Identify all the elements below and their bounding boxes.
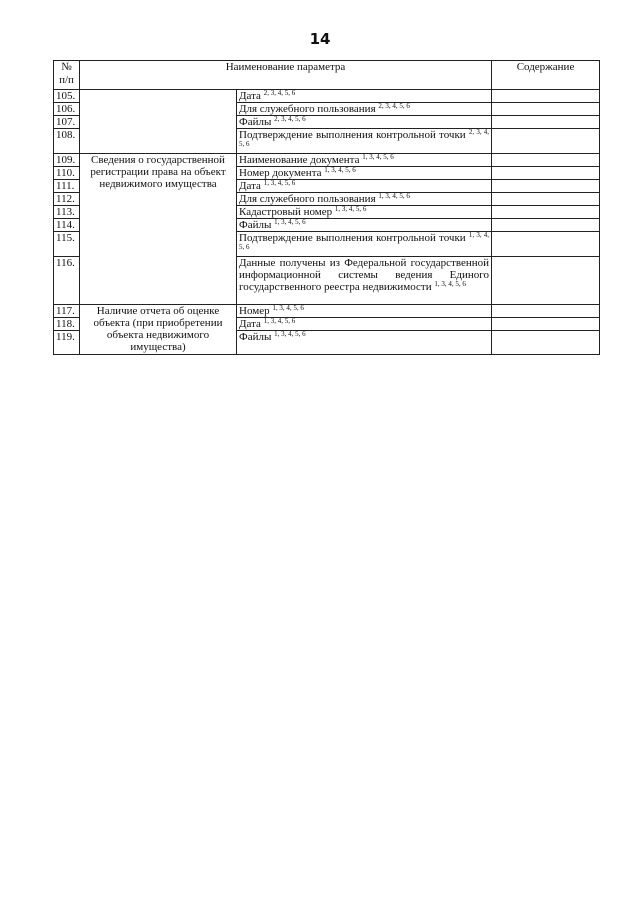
group-label: Наличие отчета об оценке объекта (при приобретении объекта недвижимого имущества) <box>80 305 237 355</box>
row-content <box>492 257 600 305</box>
table-row <box>54 154 600 167</box>
row-footnote: 2, 3, 4, 5, 6 <box>263 89 296 97</box>
row-footnote: 1, 3, 4, 5, 6 <box>378 192 410 200</box>
row-footnote: 1, 3, 4, 5, 6 <box>263 317 296 325</box>
row-footnote: 1, 3, 4, 5, 6 <box>272 304 304 312</box>
row-param: Для служебного пользования $^{1, 3, 4, 5, 6}$ <box>237 193 492 206</box>
row-content <box>492 154 600 167</box>
row-content <box>492 180 600 193</box>
row-footnote: 1, 3, 4, 5, 6 <box>362 153 394 161</box>
row-param: Файлы $^{1, 3, 4, 5, 6}$ <box>237 331 492 355</box>
row-footnote: 1, 3, 4, 5, 6 <box>434 280 466 288</box>
row-num: 108. <box>54 129 80 154</box>
row-num: 112. <box>54 193 80 206</box>
row-param: Файлы $^{1, 3, 4, 5, 6}$ <box>237 219 492 232</box>
row-content <box>492 167 600 180</box>
row-num: 109. <box>54 154 80 167</box>
row-content <box>492 193 600 206</box>
row-param: Подтверждение выполнения контрольной точки $^{1, 3, 4, 5, 6}$ <box>237 232 492 257</box>
row-num: 110. <box>54 167 80 180</box>
row-footnote: 2, 3, 4, 5, 6 <box>239 128 490 148</box>
row-footnote: 1, 3, 4, 5, 6 <box>263 179 296 187</box>
parameters-table <box>53 60 600 355</box>
header-name: Наименование параметра <box>80 61 492 90</box>
row-param: Файлы $^{2, 3, 4, 5, 6}$ <box>237 116 492 129</box>
row-content <box>492 219 600 232</box>
row-content <box>492 103 600 116</box>
row-num: 115. <box>54 232 80 257</box>
row-content <box>492 232 600 257</box>
row-num: 114. <box>54 219 80 232</box>
row-param: Дата $^{2, 3, 4, 5, 6}$ <box>237 90 492 103</box>
row-content <box>492 90 600 103</box>
row-num: 106. <box>54 103 80 116</box>
group-label: Сведения о государственной регистрации права на объект недвижимого имущества <box>80 154 237 305</box>
table-row <box>54 90 600 103</box>
row-footnote: 1, 3, 4, 5, 6 <box>274 330 306 338</box>
row-param: Номер документа $^{1, 3, 4, 5, 6}$ <box>237 167 492 180</box>
row-content <box>492 116 600 129</box>
row-footnote: 1, 3, 4, 5, 6 <box>334 205 367 213</box>
row-num: 118. <box>54 318 80 331</box>
row-param: Для служебного пользования $^{2, 3, 4, 5, 6}$ <box>237 103 492 116</box>
row-param: Дата $^{1, 3, 4, 5, 6}$ <box>237 180 492 193</box>
row-param: Подтверждение выполнения контрольной точки $^{2, 3, 4, 5, 6}$ <box>237 129 492 154</box>
row-param: Кадастровый номер $^{1, 3, 4, 5, 6}$ <box>237 206 492 219</box>
row-num: 105. <box>54 90 80 103</box>
header-num: № п/п <box>54 61 80 90</box>
row-num: 113. <box>54 206 80 219</box>
row-footnote: 1, 3, 4, 5, 6 <box>239 231 490 251</box>
row-footnote: 2, 3, 4, 5, 6 <box>378 102 410 110</box>
row-num: 117. <box>54 305 80 318</box>
row-num: 111. <box>54 180 80 193</box>
row-num: 107. <box>54 116 80 129</box>
row-footnote: 2, 3, 4, 5, 6 <box>274 115 306 123</box>
row-content <box>492 129 600 154</box>
row-content <box>492 318 600 331</box>
page-number: 14 <box>309 30 331 48</box>
header-content: Содержание <box>492 61 600 90</box>
group-cell <box>80 90 237 154</box>
row-param: Номер $^{1, 3, 4, 5, 6}$ <box>237 305 492 318</box>
row-num: 116. <box>54 257 80 305</box>
row-num: 119. <box>54 331 80 355</box>
row-content <box>492 206 600 219</box>
row-footnote: 1, 3, 4, 5, 6 <box>274 218 306 226</box>
row-param: Наименование документа $^{1, 3, 4, 5, 6}$ <box>237 154 492 167</box>
row-content <box>492 305 600 318</box>
table-row <box>54 305 600 318</box>
row-footnote: 1, 3, 4, 5, 6 <box>324 166 356 174</box>
row-content <box>492 331 600 355</box>
row-param: Данные получены из Федеральной государственной информационной системы ведения Единого государственного реестра недвижимости $^{1, 3, 4, 5, 6}$ <box>237 257 492 305</box>
table-header-row <box>54 61 600 90</box>
row-param: Дата $^{1, 3, 4, 5, 6}$ <box>237 318 492 331</box>
